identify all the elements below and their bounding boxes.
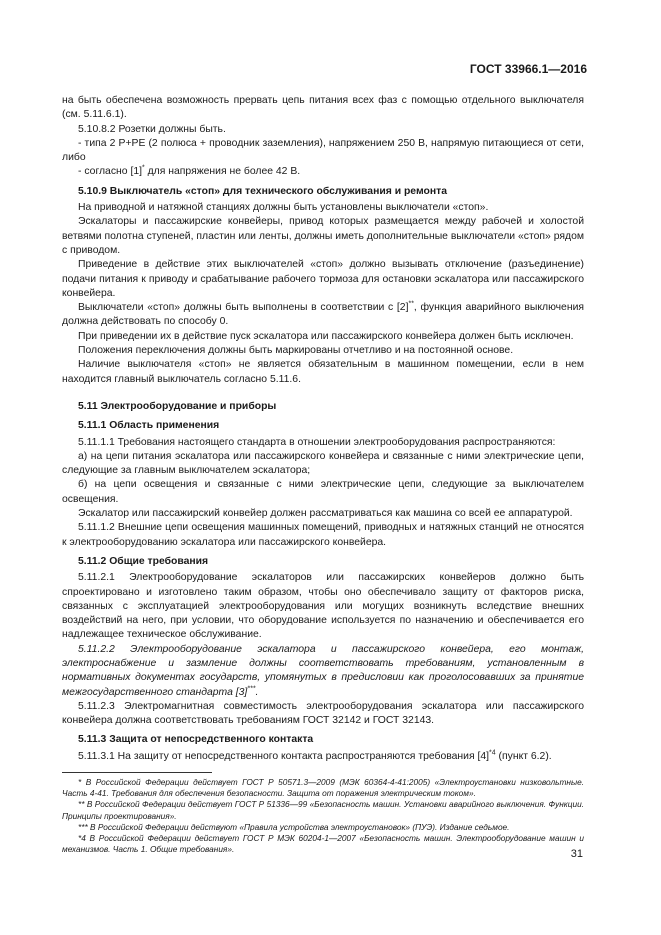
paragraph: - согласно [1]* для напряжения не более 42 В. bbox=[78, 165, 301, 178]
footnote-ref: * bbox=[142, 165, 145, 173]
paragraph: 5.11.2.3 Электромагнитная совместимость электрооборудования эскалатора или пассажирского конвейера должна соответствовать требованиям ГОСТ 32142 и ГОСТ 32143. bbox=[62, 700, 584, 727]
paragraph: 5.11.2.1 Электрооборудование эскалаторов или пассажирских конвейеров должно быть спроектировано и изготовлено таким образом, чтобы оно обеспечивало защиту от факторов риска, связанных с эксплуатацией электрооборудования или могущих возникнуть вследствие внешних воздействий на него, при условии, что оборудование используется по назначению и обеспечивается его надлежащее техническое обслуживание. bbox=[62, 572, 584, 641]
section-heading: 5.11.2 Общие требования bbox=[78, 555, 209, 567]
footnote: *** В Российской Федерации действуют «Правила устройства электроустановок» (ПУЭ). Издание седьмое. bbox=[78, 821, 510, 832]
document-body bbox=[62, 94, 584, 855]
paragraph: Положения переключения должны быть маркированы отчетливо и на постоянной основе. bbox=[78, 345, 514, 357]
paragraph: 5.10.8.2 Розетки должны быть. bbox=[78, 123, 226, 135]
paragraph: Приведение в действие этих выключателей «стоп» должно вызывать отключение (разъединение) подачи питания к приводу и срабатывание рабочего тормоза для остановки эскалатора или пассажирского конвейера. bbox=[62, 259, 584, 299]
paragraph: 5.11.3.1 На защиту от непосредственного контакта распространяются требования $[4]^{*4}$ (пункт 6.2). bbox=[78, 749, 552, 762]
footnote-ref: ** bbox=[408, 300, 414, 308]
paragraph: На приводной и натяжной станциях должны быть установлены выключатели «стоп». bbox=[78, 202, 489, 214]
standard-header: ГОСТ 33966.1—2016 bbox=[469, 62, 587, 76]
paragraph: на быть обеспечена возможность прервать цепь питания всех фаз с помощью отдельного выключателя (см. 5.11.6.1). bbox=[62, 95, 584, 121]
paragraph: При приведении их в действие пуск эскалатора или пассажирского конвейера должен быть исключен. bbox=[78, 330, 574, 342]
paragraph: 5.11.1.1 Требования настоящего стандарта в отношении электрооборудования распространяются: bbox=[78, 436, 556, 448]
paragraph: Выключатели «стоп» должны быть выполнены в соответствии с [2]**, функция аварийного выключения должна действовать по способу 0. bbox=[62, 300, 584, 328]
paragraph: Эскалаторы и пассажирские конвейеры, привод которых размещается между рабочей и холостой ветвями полотна ступеней, пластин или ленты, должны иметь дополнительные выключатели «стоп» рядом с приводом. bbox=[62, 216, 584, 256]
footnote-ref: *** bbox=[247, 685, 256, 693]
footnote-ref: *4 bbox=[489, 749, 496, 757]
list-item: а) на цепи питания эскалатора или пассажирского конвейера и связанные с ними электрические цепи, следующие за главным выключателем эскалатора; bbox=[62, 450, 584, 477]
paragraph: 5.11.2.2 Электрооборудование эскалатора и пассажирского конвейера, его монтаж, электроснабжение и зазмление должны соответствовать требованиям, установленным в нормативных документах государств, упомянутых в предисловии как проголосовавших за принятие межгосударственного стандарта [3]***. bbox=[62, 643, 584, 698]
footnote-divider bbox=[62, 772, 212, 773]
paragraph: 5.11.1.2 Внешние цепи освещения машинных помещений, приводных и натяжных станций не относятся к электрооборудованию эскалатора или пассажирского конвейера. bbox=[62, 522, 584, 548]
page-number: 31 bbox=[570, 848, 583, 860]
section-heading: 5.11.3 Защита от непосредственного контакта bbox=[78, 734, 314, 746]
paragraph: Наличие выключателя «стоп» не является обязательным в машинном помещении, если в нем находится главный выключатель согласно 5.11.6. bbox=[62, 359, 584, 385]
paragraph: Эскалатор или пассажирский конвейер должен рассматриваться как машина со всей ее аппаратурой. bbox=[78, 508, 573, 520]
list-item: б) на цепи освещения и связанные с ними электрические цепи, следующие за выключателем освещения. bbox=[62, 479, 584, 505]
paragraph: - типа 2 P+PE (2 полюса + проводник заземления), напряжением 250 В, напрямую питающиеся от сети, либо bbox=[62, 137, 584, 164]
section-heading: 5.11.1 Область применения bbox=[78, 420, 220, 432]
section-heading: 5.10.9 Выключатель «стоп» для технического обслуживания и ремонта bbox=[78, 185, 447, 197]
footnote: ** В Российской Федерации действует ГОСТ Р 51336—99 «Безопасность машин. Установки аварийного выключения. Функции. Принципы проектирования». bbox=[62, 799, 584, 821]
section-heading: 5.11 Электрооборудование и приборы bbox=[78, 400, 277, 412]
footnote: *4 В Российской Федерации действует ГОСТ Р МЭК 60204-1—2007 «Безопасность машин. Электрооборудование машин и механизмов. Часть 1. Общие требования». bbox=[62, 833, 584, 855]
footnote: * В Российской Федерации действует ГОСТ Р 50571.3—2009 (МЭК 60364-4-41:2005) «Электроустановки низковольтные. Часть 4-41. Требования для обеспечения безопасности. Защита от поражения электрическим током». bbox=[62, 777, 584, 799]
